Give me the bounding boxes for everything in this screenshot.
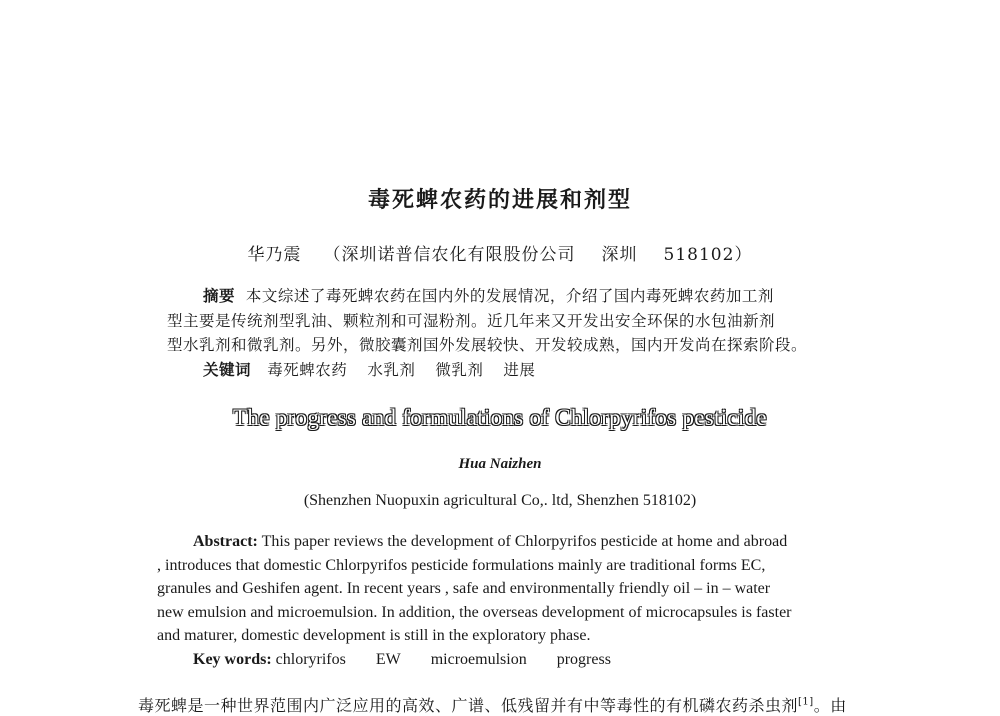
chinese-keywords [167,358,857,383]
english-affiliation: (Shenzhen Nuopuxin agricultural Co,. ltd, Shenzhen 518102) [303,492,697,509]
english-abstract-line: granules and Geshifen agent. In recent years , safe and environmentally friendly oil – in – water [157,580,771,597]
english-keyword: progress [556,650,611,668]
chinese-author-line [0,240,1000,265]
citation-ref: [1] [798,696,814,708]
chinese-abstract-line: 型水乳剂和微乳剂。另外，微胶囊剂国外发展较快、开发较成熟，国内开发尚在探索阶段。 [167,336,808,354]
english-keyword: chloryrifos [275,650,346,668]
english-keywords-label: Key words: [193,650,272,668]
english-abstract-label: Abstract: [193,533,258,550]
english-keywords [157,648,857,672]
chinese-abstract [167,284,857,382]
chinese-keyword: 水乳剂 [367,360,416,379]
chinese-abstract-line: 型主要是传统剂型乳油、颗粒剂和可湿粉剂。近几年来又开发出安全环保的水包油新剂 [167,311,776,330]
english-title: The progress and formulations of Chlorpyrifos pesticide [233,405,767,430]
chinese-title: 毒死蜱农药的进展和剂型 [367,188,632,213]
english-author: Hua Naizhen [458,456,542,472]
chinese-zip: 518102） [663,245,753,265]
chinese-abstract-line: 摘要 本文综述了毒死蜱农药在国内外的发展情况，介绍了国内毒死蜱农药加工剂 [203,287,774,305]
chinese-keyword: 微乳剂 [435,360,484,379]
english-abstract-line: , introduces that domestic Chlorpyrifos pesticide formulations mainly are traditional forms EC, [157,556,766,574]
chinese-author-name: 华乃震 [247,245,302,265]
english-keyword: EW [375,650,401,668]
chinese-city: 深圳 [601,245,638,265]
english-abstract [157,530,857,671]
chinese-keyword: 进展 [503,360,536,379]
chinese-affiliation: （深圳诺普信农化有限股份公司 [323,245,576,265]
english-abstract-line: and maturer, domestic development is still in the exploratory phase. [157,627,591,644]
english-abstract-line: Abstract: This paper reviews the development of Chlorpyrifos pesticide at home and abroad [193,533,788,550]
body-paragraph: 毒死蜱是一种世界范围内广泛应用的高效、广谱、低残留并有中等毒性的有机磷农药杀虫剂[1]。由 [138,696,847,715]
english-keyword: microemulsion [430,650,527,668]
english-abstract-line: new emulsion and microemulsion. In addition, the overseas development of microcapsules is faster [157,603,792,621]
chinese-keyword: 毒死蜱农药 [267,360,348,379]
chinese-keywords-label: 关键词 [203,360,252,379]
chinese-abstract-label: 摘要 [203,287,236,305]
